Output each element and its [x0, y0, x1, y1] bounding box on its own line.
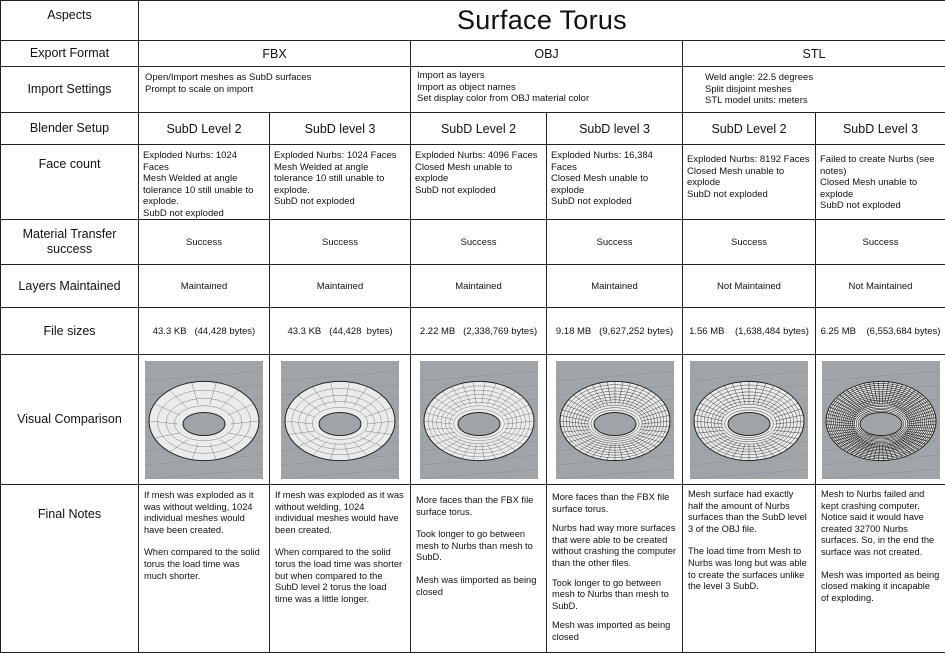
final-notes-cell — [547, 485, 683, 653]
torus-render-image — [690, 361, 808, 479]
note-paragraph: If mesh was exploded as it was without welding, 1024 individual meshes would have been created. — [144, 490, 264, 536]
note-paragraph: Mesh surface had exactly half the amount of Nurbs surfaces than the SubD level 3 of the OBJ file. — [688, 489, 810, 535]
row-label-layers: Layers Maintained — [1, 265, 139, 308]
import-setting-line: Open/Import meshes as SubD surfaces — [145, 72, 406, 84]
row-label-file-sizes: File sizes — [1, 308, 139, 355]
row-label-face-count: Face count — [1, 145, 139, 220]
torus-render-image — [145, 361, 263, 479]
import-setting-line: Set display color from OBJ material color — [417, 93, 678, 105]
torus-render-image — [556, 361, 674, 479]
blender-setup-cell: SubD Level 2 — [411, 113, 547, 145]
visual-cell — [270, 355, 411, 485]
aspects-header: Aspects — [1, 1, 139, 41]
import-setting-line: Prompt to scale on import — [145, 84, 406, 96]
torus-render-image — [822, 361, 940, 479]
import-setting-line: Weld angle: 22.5 degrees — [705, 72, 941, 84]
import-settings-obj — [411, 67, 683, 113]
layers-cell: Maintained — [547, 265, 683, 308]
material-transfer-cell: Success — [547, 220, 683, 265]
export-format-row — [1, 41, 945, 67]
material-transfer-cell: Success — [411, 220, 547, 265]
file-size-cell: 2.22 MB (2,338,769 bytes) — [411, 308, 547, 355]
format-fbx: FBX — [139, 41, 411, 67]
row-label-export-format: Export Format — [1, 41, 139, 67]
visual-cell — [139, 355, 270, 485]
face-count-cell: Exploded Nurbs: 1024 Faces Mesh Welded at angle tolerance 10 still unable to explode. SubD not exploded — [139, 145, 270, 220]
layers-cell: Not Maintained — [816, 265, 945, 308]
blender-setup-cell: SubD Level 3 — [816, 113, 945, 145]
final-notes-cell — [139, 485, 270, 653]
blender-setup-cell: SubD level 3 — [547, 113, 683, 145]
face-count-cell: Exploded Nurbs: 8192 Faces Closed Mesh unable to explode SubD not exploded — [683, 145, 816, 220]
face-count-cell: Exploded Nurbs: 16,384 Faces Closed Mesh unable to explode SubD not exploded — [547, 145, 683, 220]
import-settings-row — [1, 67, 945, 113]
layers-cell: Maintained — [411, 265, 547, 308]
blender-setup-cell: SubD level 3 — [270, 113, 411, 145]
layers-cell: Not Maintained — [683, 265, 816, 308]
visual-comparison-row — [1, 355, 945, 485]
final-notes-cell — [411, 485, 547, 653]
visual-cell — [683, 355, 816, 485]
note-paragraph: The load time from Mesh to Nurbs was long but was able to create the surfaces unlike the level 3 SubD. — [688, 546, 810, 592]
import-setting-line: Split disjoint meshes — [705, 84, 941, 96]
file-size-cell: 43.3 KB (44,428 bytes) — [270, 308, 411, 355]
face-count-row — [1, 145, 945, 220]
final-notes-cell — [270, 485, 411, 653]
visual-cell — [547, 355, 683, 485]
import-settings-stl — [683, 67, 945, 113]
note-paragraph: Took longer to go between mesh to Nurbs than mesh to SubD. — [416, 529, 541, 564]
final-notes-cell — [683, 485, 816, 653]
final-notes-cell — [816, 485, 945, 653]
page-title: Surface Torus — [139, 1, 945, 41]
row-label-import-settings: Import Settings — [1, 67, 139, 113]
note-paragraph: Mesh was imported as being closed — [552, 620, 677, 643]
material-transfer-cell: Success — [270, 220, 411, 265]
note-paragraph: Mesh to Nurbs failed and kept crashing computer. Notice said it would have created 32700 Nurbs surfaces. So, in the end the surface was not created. — [821, 489, 940, 559]
note-paragraph: More faces than the FBX file surface torus. — [552, 492, 677, 515]
note-paragraph: Took longer to go between mesh to Nurbs than mesh to SubD. — [552, 578, 677, 613]
note-paragraph: Mesh was imported as being closed making it incapable of exploding. — [821, 570, 940, 605]
note-paragraph: Nurbs had way more surfaces that were able to be created without crashing the computer than the other files. — [552, 523, 677, 569]
row-label-blender-setup: Blender Setup — [1, 113, 139, 145]
material-transfer-row — [1, 220, 945, 265]
format-stl: STL — [683, 41, 945, 67]
note-paragraph: More faces than the FBX file surface torus. — [416, 495, 541, 518]
material-transfer-cell: Success — [683, 220, 816, 265]
material-transfer-cell: Success — [816, 220, 945, 265]
import-setting-line: STL model units: meters — [705, 95, 941, 107]
face-count-cell: Exploded Nurbs: 4096 Faces Closed Mesh unable to explode SubD not exploded — [411, 145, 547, 220]
file-size-cell: 1.56 MB (1,638,484 bytes) — [683, 308, 816, 355]
title-row — [1, 1, 945, 41]
file-size-cell: 43.3 KB (44,428 bytes) — [139, 308, 270, 355]
import-settings-fbx — [139, 67, 411, 113]
import-setting-line: Import as object names — [417, 82, 678, 94]
material-transfer-cell: Success — [139, 220, 270, 265]
face-count-cell: Failed to create Nurbs (see notes) Closed Mesh unable to explode SubD not exploded — [816, 145, 945, 220]
import-setting-line: Import as layers — [417, 70, 678, 82]
format-obj: OBJ — [411, 41, 683, 67]
torus-render-image — [420, 361, 538, 479]
visual-cell — [816, 355, 945, 485]
file-sizes-row — [1, 308, 945, 355]
note-paragraph: When compared to the solid torus the load time was shorter but when compared to the SubD level 2 torus the load time was a little longer. — [275, 547, 405, 605]
file-size-cell: 6.25 MB (6,553,684 bytes) — [816, 308, 945, 355]
layers-cell: Maintained — [139, 265, 270, 308]
row-label-material-transfer: Material Transfer success — [1, 220, 139, 265]
note-paragraph: If mesh was exploded as it was without welding, 1024 individual meshes would have been created. — [275, 490, 405, 536]
row-label-final-notes: Final Notes — [1, 485, 139, 653]
blender-setup-row — [1, 113, 945, 145]
file-size-cell: 9.18 MB (9,627,252 bytes) — [547, 308, 683, 355]
face-count-cell: Exploded Nurbs: 1024 Faces Mesh Welded at angle tolerance 10 still unable to explode. SubD not exploded — [270, 145, 411, 220]
layers-cell: Maintained — [270, 265, 411, 308]
visual-cell — [411, 355, 547, 485]
torus-render-image — [281, 361, 399, 479]
row-label-visual: Visual Comparison — [1, 355, 139, 485]
note-paragraph: When compared to the solid torus the load time was much shorter. — [144, 547, 264, 582]
blender-setup-cell: SubD Level 2 — [683, 113, 816, 145]
final-notes-row — [1, 485, 945, 653]
note-paragraph: Mesh was iimported as being closed — [416, 575, 541, 598]
layers-row — [1, 265, 945, 308]
blender-setup-cell: SubD Level 2 — [139, 113, 270, 145]
